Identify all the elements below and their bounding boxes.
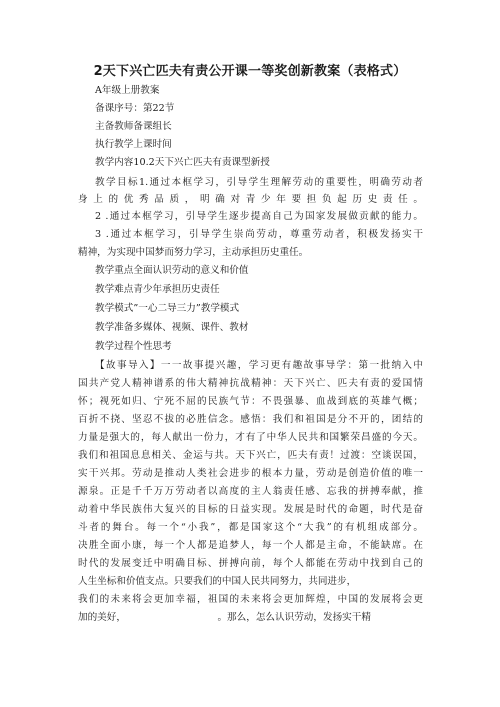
paragraph-line: 教学过程个性思考 <box>95 341 172 352</box>
paragraph-line: 源泉。正是千千万万劳动者以高度的主人翁责任感、忘我的拼搏奉献，推 <box>78 486 423 497</box>
paragraph-line: 3 .通过本框学习，引导学生崇尚劳动，尊重劳动者，积极发扬实干 <box>95 229 423 240</box>
paragraph-line: 身上的优秀品质，明确对青少年要担负起历史责任。 <box>78 194 423 205</box>
paragraph-line: 【故事导入】一一故事提兴趣，学习更有趣故事导学：第一批纳入中 <box>95 360 423 371</box>
paragraph-line: 动着中华民族伟大复兴的目标的日益实现。发展是时代的命题，时代是奋 <box>78 504 423 515</box>
meta-teacher: 主备教师备课组长 <box>95 121 172 132</box>
meta-time: 执行教学上课时间 <box>95 139 172 150</box>
paragraph-line: 人生坐标和价值支点。只要我们的中国人民共同努力，共同进步， <box>78 576 357 587</box>
paragraph-line: 百折不挠、坚忍不拔的必胜信念。感悟：我们和祖国是分不开的，团结的 <box>78 414 423 425</box>
meta-goal: 教学目标1.通过本框学习，引导学生理解劳动的重要性，明确劳动者 <box>95 177 423 188</box>
paragraph-line: 教学准备多媒体、视频、课件、教材 <box>95 322 249 333</box>
paragraph-line: 我们和祖国息息相关、金运与共。天下兴亡，匹夫有责！过渡：空谈误国， <box>78 450 423 461</box>
meta-grade: A年级上册教案 <box>95 85 160 96</box>
paragraph-line: 斗者的舞台。每一个“小我”，都是国家这个“大我”的有机组成部分。 <box>78 522 423 533</box>
paragraph-line: 精神，为实现中国梦而努力学习，主动承担历史重任。 <box>78 247 309 258</box>
paragraph-line: 我们的未来将会更加幸福，祖国的未来将会更加辉煌，中国的发展将会更 <box>78 594 423 605</box>
paragraph-line: 怀；视死如归、宁死不屈的民族气节：不畏强暴、血战到底的英雄气概； <box>78 396 423 407</box>
paragraph-line: 力量是强大的，每人献出一份力，才有了中华人民共和国繁荣昌盛的今天。 <box>78 432 423 443</box>
paragraph-line: 决胜全面小康，每一个人都是追梦人，每一个人都是主命，不能缺席。在 <box>78 540 423 551</box>
paragraph-line: 2 .通过本框学习，引导学生逐步提高自己为国家发展做贡献的能力。 <box>95 211 423 222</box>
meta-lesson-no: 备课序号：第22节 <box>95 103 175 114</box>
paragraph-line: 教学难点青少年承担历史责任 <box>95 284 220 295</box>
page-title: 2天下兴亡匹夫有责公开课一等奖创新教案（表格式） <box>93 64 407 79</box>
paragraph-line: 教学重点全面认识劳动的意义和价值 <box>95 265 249 276</box>
paragraph-line: 加的美好， 。那么，怎么认识劳动，发扬实干精 <box>78 612 371 623</box>
meta-content: 教学内容10.2天下兴亡匹夫有责课型新授 <box>95 157 270 168</box>
paragraph-line: 时代的发展变迁中明确目标、拼搏向前，每个人都能在劳动中找到自己的 <box>78 558 423 569</box>
paragraph-line: 教学模式”一心二导三力”教学模式 <box>95 303 240 314</box>
paragraph-line: 实干兴邦。劳动是推动人类社会进步的根本力量，劳动是创造价值的唯一 <box>78 468 423 479</box>
paragraph-line: 国共产党人精神谱系的伟大精神抗战精神：天下兴亡、匹夫有责的爱国情 <box>78 378 423 389</box>
